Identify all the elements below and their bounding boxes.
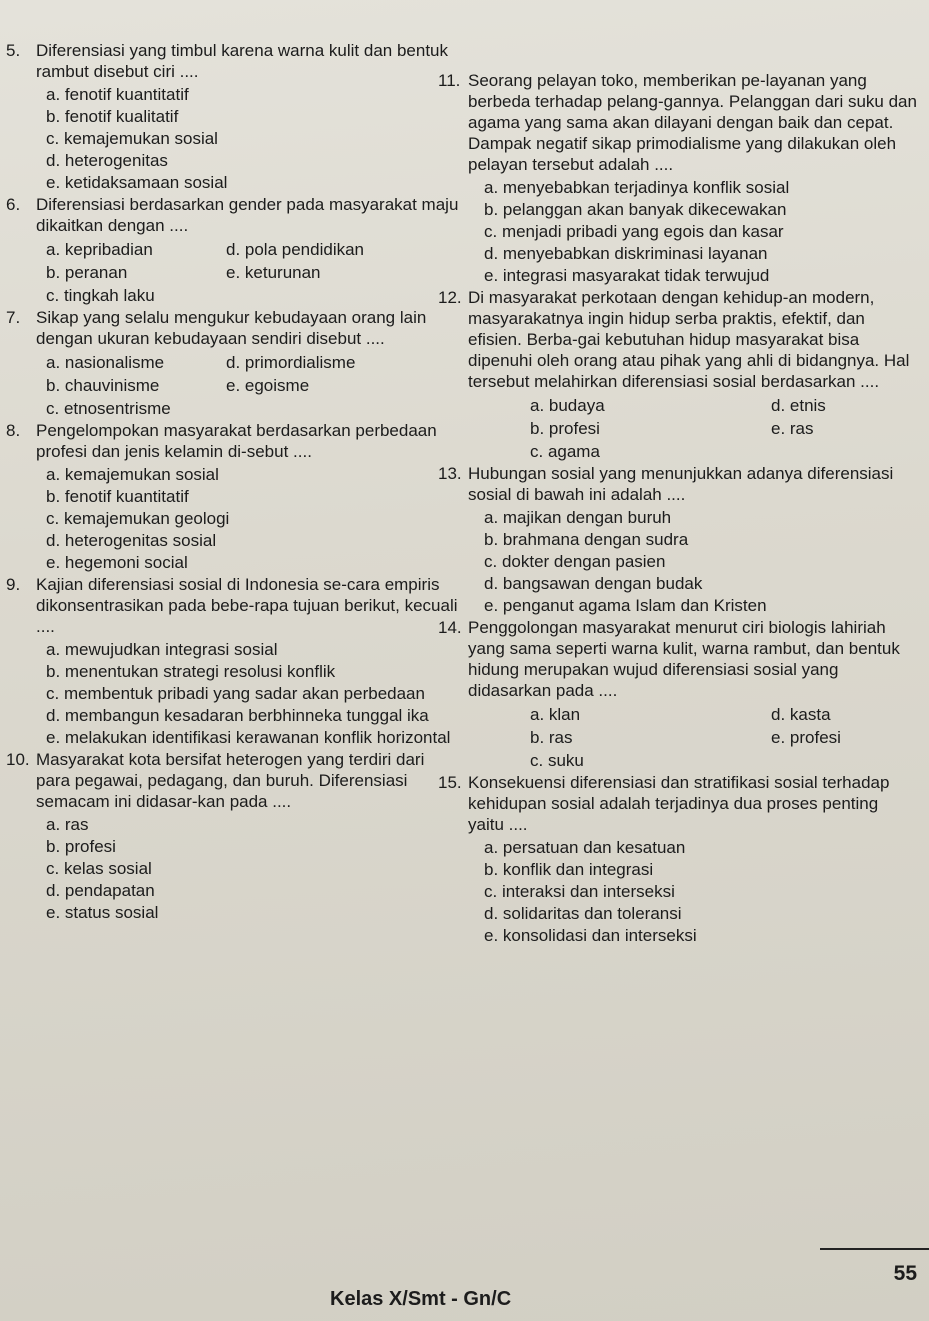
answer-option: a. mewujudkan integrasi sosial: [46, 640, 278, 659]
answer-option: c. membentuk pribadi yang sadar akan perbedaan: [46, 684, 425, 703]
answer-option: e. melakukan identifikasi kerawanan konflik horizontal: [46, 728, 451, 747]
answer-option: c. dokter dengan pasien: [484, 552, 666, 571]
answer-option: e. hegemoni social: [46, 553, 188, 572]
answer-option: b. fenotif kuantitatif: [46, 487, 189, 506]
answer-option: b. konflik dan integrasi: [484, 860, 654, 879]
question-14: [438, 617, 918, 772]
answer-option: c. suku: [530, 751, 584, 770]
answer-option: e. profesi: [771, 728, 841, 747]
question-11: [438, 70, 918, 286]
question-text: Diferensiasi yang timbul karena warna kulit dan bentuk rambut disebut ciri ....: [36, 41, 449, 81]
answer-option: c. kelas sosial: [46, 859, 152, 878]
answer-option: a. kepribadian: [46, 240, 153, 259]
answer-option: d. primordialisme: [226, 353, 356, 372]
question-number: 7.: [6, 308, 21, 327]
answer-option-row: [6, 351, 461, 374]
question-text: Konsekuensi diferensiasi dan stratifikasi sosial terhadap kehidupan sosial adalah terjadinya dua proses penting yaitu ....: [468, 773, 890, 834]
question-9: [6, 574, 461, 748]
question-15: [438, 772, 918, 946]
question-text: Masyarakat kota bersifat heterogen yang terdiri dari para pegawai, pedagang, dan buruh. Diferensiasi semacam ini didasar-kan pada ....: [36, 750, 425, 811]
answer-option: d. pendapatan: [46, 881, 155, 900]
answer-option: d. solidaritas dan toleransi: [484, 904, 682, 923]
answer-option-row: [438, 440, 918, 463]
question-number: 11.: [438, 71, 461, 90]
answer-option: b. profesi: [530, 419, 600, 438]
answer-option: e. penganut agama Islam dan Kristen: [484, 596, 767, 615]
answer-option: e. keturunan: [226, 263, 321, 282]
answer-option: d. heterogenitas sosial: [46, 531, 217, 550]
answer-option: d. membangun kesadaran berbhinneka tunggal ika: [46, 706, 429, 725]
answer-option: a. klan: [530, 705, 581, 724]
answer-option: [725, 441, 771, 462]
answer-option: c. agama: [530, 442, 600, 461]
question-8: [6, 420, 461, 573]
answer-option: c. kemajemukan sosial: [46, 129, 218, 148]
right-column: [438, 70, 918, 947]
question-text: Seorang pelayan toko, memberikan pe-layanan yang berbeda terhadap pelang-gannya. Pelanggan dari suku dan agama yang sama akan dilayani dengan baik dan cepat. Dampak negatif sikap primodialisme yang dilakukan oleh pelayan tersebut adalah ....: [468, 71, 917, 174]
answer-option: c. etnosentrisme: [46, 399, 171, 418]
answer-option: b. fenotif kualitatif: [46, 107, 179, 126]
question-text: Di masyarakat perkotaan dengan kehidup-an modern, masyarakatnya ingin hidup serba praktis, efektif, dan efisien. Berba-gai kebutuhan hidup masyarakat bisa dipenuhi oleh orang atau pihak yang ahli di bidangnya. Hal tersebut melahirkan diferensiasi sosial berdasarkan ....: [468, 288, 910, 391]
answer-option: a. ras: [46, 815, 89, 834]
answer-option: a. nasionalisme: [46, 353, 165, 372]
answer-option-row: [438, 703, 918, 726]
answer-option: b. brahmana dengan sudra: [484, 530, 689, 549]
answer-option-row: [438, 749, 918, 772]
answer-option: b. peranan: [46, 263, 128, 282]
question-number: 5.: [6, 41, 21, 60]
answer-option-row: [6, 374, 461, 397]
question-number: 9.: [6, 575, 21, 594]
question-5: [6, 40, 461, 193]
question-text: Pengelompokan masyarakat berdasarkan perbedaan profesi dan jenis kelamin di-sebut ....: [36, 421, 437, 461]
question-10: [6, 749, 461, 923]
answer-option: b. pelanggan akan banyak dikecewakan: [484, 200, 787, 219]
answer-option: e. ketidaksamaan sosial: [46, 173, 228, 192]
answer-option-row: [6, 397, 461, 420]
question-number: 14.: [438, 618, 462, 637]
answer-option: a. fenotif kuantitatif: [46, 85, 189, 104]
question-number: 10.: [6, 750, 30, 769]
answer-option: e. konsolidasi dan interseksi: [484, 926, 697, 945]
question-6: [6, 194, 461, 307]
answer-option-row: [438, 394, 918, 417]
question-text: Kajian diferensiasi sosial di Indonesia se-cara empiris dikonsentrasikan pada bebe-rapa tujuan berikut, kecuali ....: [36, 575, 458, 636]
question-number: 12.: [438, 288, 462, 307]
answer-option-row: [438, 417, 918, 440]
answer-option: a. majikan dengan buruh: [484, 508, 672, 527]
question-text: Diferensiasi berdasarkan gender pada masyarakat maju dikaitkan dengan ....: [36, 195, 459, 235]
footer-text: Kelas X/Smt - Gn/C: [330, 1288, 512, 1310]
question-number: 8.: [6, 421, 21, 440]
answer-option: d. etnis: [771, 396, 826, 415]
question-text: Sikap yang selalu mengukur kebudayaan orang lain dengan ukuran kebudayaan sendiri disebut ....: [36, 308, 427, 348]
answer-option: c. kemajemukan geologi: [46, 509, 230, 528]
answer-option-row: [6, 284, 461, 307]
answer-option: e. egoisme: [226, 376, 310, 395]
answer-option: a. kemajemukan sosial: [46, 465, 219, 484]
answer-option-row: [6, 261, 461, 284]
answer-option: c. interaksi dan interseksi: [484, 882, 675, 901]
question-number: 15.: [438, 773, 462, 792]
answer-option: c. tingkah laku: [46, 286, 155, 305]
answer-option: b. ras: [530, 728, 573, 747]
left-column: [6, 40, 461, 924]
page-number: 55: [893, 1262, 917, 1285]
question-text: Penggolongan masyarakat menurut ciri biologis lahiriah yang sama seperti warna kulit, warna rambut, dan bentuk hidung merupakan wujud diferensiasi sosial yang didasarkan pada ....: [468, 618, 900, 700]
answer-option: a. menyebabkan terjadinya konflik sosial: [484, 178, 790, 197]
answer-option: d. kasta: [771, 705, 831, 724]
answer-option-row: [438, 726, 918, 749]
question-number: 6.: [6, 195, 21, 214]
answer-option: a. persatuan dan kesatuan: [484, 838, 686, 857]
question-13: [438, 463, 918, 616]
answer-option: c. menjadi pribadi yang egois dan kasar: [484, 222, 784, 241]
answer-option: e. status sosial: [46, 903, 159, 922]
answer-option: a. budaya: [530, 396, 605, 415]
answer-option: d. menyebabkan diskriminasi layanan: [484, 244, 768, 263]
question-number: 13.: [438, 464, 462, 483]
answer-option: d. pola pendidikan: [226, 240, 365, 259]
answer-option: e. ras: [771, 419, 814, 438]
answer-option: b. menentukan strategi resolusi konflik: [46, 662, 336, 681]
answer-option-row: [6, 238, 461, 261]
answer-option: d. heterogenitas: [46, 151, 168, 170]
answer-option: [725, 750, 771, 771]
question-7: [6, 307, 461, 420]
answer-option: b. profesi: [46, 837, 116, 856]
answer-option: b. chauvinisme: [46, 376, 160, 395]
question-text: Hubungan sosial yang menunjukkan adanya diferensiasi sosial di bawah ini adalah ....: [468, 464, 894, 504]
answer-option: d. bangsawan dengan budak: [484, 574, 703, 593]
question-12: [438, 287, 918, 463]
answer-option: e. integrasi masyarakat tidak terwujud: [484, 266, 770, 285]
footer-rule: [820, 1248, 929, 1250]
